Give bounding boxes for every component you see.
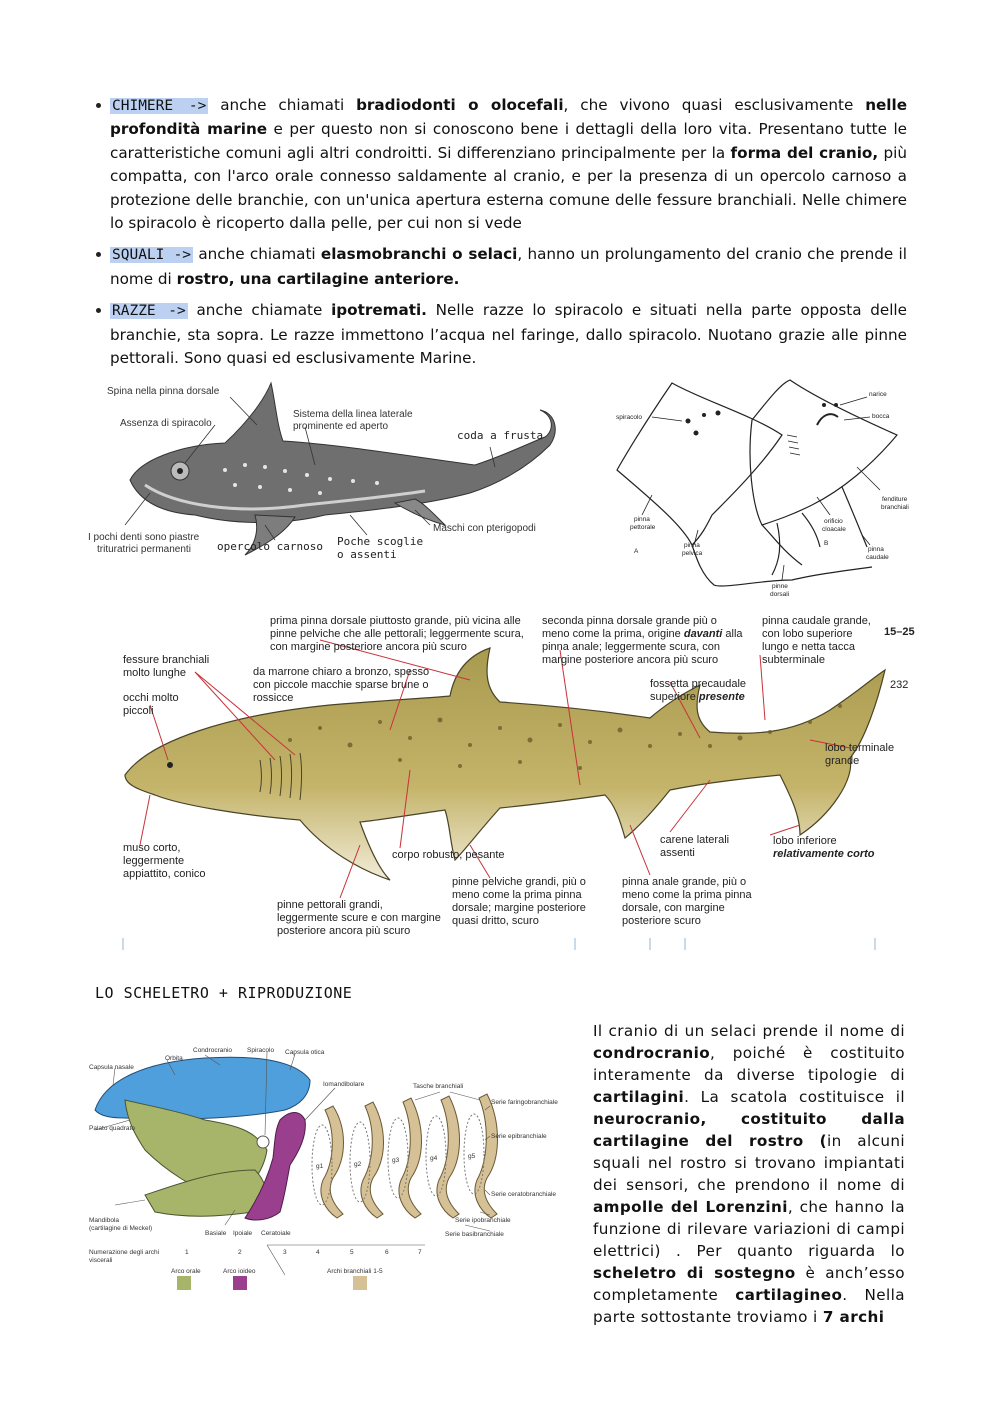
label-numerazione-2: viscerali <box>89 1257 113 1264</box>
svg-text:g4: g4 <box>430 1155 438 1162</box>
label-numerazione-1: Numerazione degli archi <box>89 1249 160 1256</box>
label-coda: coda a frusta <box>457 429 544 442</box>
list-item-squali: SQUALI -> anche chiamati elasmobranchi o selaci, hanno un prolungamento del cranio che prende il nome di rostro, una cartilagine anteriore. <box>92 243 907 291</box>
label-linea-1: Sistema della linea laterale <box>293 409 413 420</box>
label-mandibola-1: Mandibola <box>89 1217 119 1224</box>
svg-text:g1: g1 <box>316 1163 324 1170</box>
svg-text:quasi dritto, scuro: quasi dritto, scuro <box>452 915 539 927</box>
label-ray-fend-1: fenditure <box>882 496 908 503</box>
skeleton-illustration <box>95 1057 498 1220</box>
svg-text:rossicce: rossicce <box>253 692 294 704</box>
svg-text:piccoli: piccoli <box>123 705 154 717</box>
label-ray-pett-1: pinna <box>634 516 650 523</box>
label-ipo: Serie ipobranchiale <box>455 1217 511 1224</box>
svg-text:leggermente scure e con margin: leggermente scure e con margine <box>277 912 441 924</box>
label-ray-orif-1: orificio <box>824 518 843 525</box>
svg-text:pinna anale grande, più o: pinna anale grande, più o <box>622 876 747 888</box>
label-ray-b: B <box>824 540 829 547</box>
svg-text:pinne pelviche grandi, più o: pinne pelviche grandi, più o <box>452 876 586 888</box>
label-ray-narice: narice <box>869 391 887 398</box>
label-scoglie-1: Poche scoglie <box>337 535 424 548</box>
svg-text:dorsale, con margine: dorsale, con margine <box>622 902 725 914</box>
svg-text:3: 3 <box>283 1249 287 1256</box>
label-capsula-nasale: Capsula nasale <box>89 1064 134 1071</box>
svg-text:Arco ioideo: Arco ioideo <box>223 1268 256 1275</box>
classification-list <box>92 94 907 378</box>
list-item-chimere: CHIMERE -> anche chiamati bradiodonti o olocefali, che vivono quasi esclusivamente nelle profondità marine e per questo non si conoscono bene i dettagli della loro vita. Presentano tutte le caratteristiche comuni agli altri condroitti. Si differenziano principalmente per la forma del cranio, più compatta, con l'arco orale connesso saldamente al cranio, e per la presenza di un opercolo carnoso a protezione delle branchie, con un'unica apertura esterna comune delle fessure branchiali. Nelle chimere lo spiracolo è ricoperto dalla pelle, per cui non si vede <box>92 94 907 235</box>
label-orbita: Orbita <box>165 1055 183 1062</box>
ray-illustration <box>617 380 897 586</box>
svg-text:assenti: assenti <box>660 847 695 859</box>
skeleton-figure <box>85 1040 565 1300</box>
svg-text:meno come la prima pinna: meno come la prima pinna <box>622 889 752 901</box>
svg-text:con lobo superiore: con lobo superiore <box>762 628 853 640</box>
svg-text:posteriore ancora più scuro: posteriore ancora più scuro <box>277 925 411 937</box>
label-denti-1: I pochi denti sono piastre <box>88 532 200 543</box>
svg-text:superiore presente: superiore presente <box>650 691 745 703</box>
label-iomandibolare: Iomandibolare <box>323 1081 365 1088</box>
svg-text:corpo robusto, pesante: corpo robusto, pesante <box>392 849 505 861</box>
tag-chimere: CHIMERE -> <box>112 98 207 114</box>
shark-figure <box>110 610 915 955</box>
label-ray-pett-2: pettorale <box>630 524 656 531</box>
label-ceratoiale: Ceratoiale <box>261 1230 291 1237</box>
ray-figure <box>612 375 915 600</box>
svg-text:margine posteriore ancora più: margine posteriore ancora più scuro <box>542 654 719 666</box>
skeleton-legend <box>171 1268 383 1290</box>
arch-numbers <box>185 1249 422 1256</box>
svg-text:lobo inferiore: lobo inferiore <box>773 835 837 847</box>
label-ray-fend-2: branchiali <box>881 504 909 511</box>
svg-text:meno come la prima, origine da: meno come la prima, origine davanti alla <box>542 628 743 640</box>
svg-text:1: 1 <box>185 1249 189 1256</box>
label-tasche: Tasche branchiali <box>413 1083 464 1090</box>
label-ray-caud-1: pinna <box>868 546 884 553</box>
svg-text:6: 6 <box>385 1249 389 1256</box>
section-title: LO SCHELETRO + RIPRODUZIONE <box>95 984 353 1002</box>
svg-text:g2: g2 <box>354 1161 362 1168</box>
svg-text:prima pinna dorsale piuttosto: prima pinna dorsale piuttosto grande, più vicina alle <box>270 615 521 627</box>
label-basiale: Basiale <box>205 1230 227 1237</box>
tag-squali: SQUALI -> <box>112 247 192 264</box>
label-ray-dors-1: pinne <box>772 583 788 590</box>
label-denti-2: trituratrici permanenti <box>97 544 191 555</box>
label-spina: Spina nella pinna dorsale <box>107 386 220 397</box>
svg-text:5: 5 <box>350 1249 354 1256</box>
label-spiracolo: Spiracolo <box>247 1047 275 1054</box>
label-linea-2: prominente ed aperto <box>293 421 389 432</box>
label-basi: Serie basibranchiale <box>445 1231 504 1238</box>
svg-text:con margine posteriore ancora: con margine posteriore ancora più scuro <box>270 641 467 653</box>
svg-text:4: 4 <box>316 1249 320 1256</box>
svg-text:carene laterali: carene laterali <box>660 834 730 846</box>
label-ray-pelv-2: pelvica <box>682 550 703 557</box>
svg-text:appiattito, conico: appiattito, conico <box>123 868 206 880</box>
svg-text:meno come la prima pinna: meno come la prima pinna <box>452 889 582 901</box>
label-ray-dors-2: dorsali <box>770 591 790 598</box>
svg-text:fossetta precaudale: fossetta precaudale <box>650 678 747 690</box>
svg-text:fessure branchiali: fessure branchiali <box>123 654 210 666</box>
svg-text:g3: g3 <box>392 1157 400 1164</box>
svg-text:muso corto,: muso corto, <box>123 842 181 854</box>
svg-text:seconda pinna dorsale grande p: seconda pinna dorsale grande più o <box>542 615 717 627</box>
svg-text:dorsale; margine posteriore: dorsale; margine posteriore <box>452 902 586 914</box>
label-faringo: Serie faringobranchiale <box>491 1099 558 1106</box>
svg-text:Archi branchiali 1-5: Archi branchiali 1-5 <box>327 1268 383 1275</box>
svg-text:lungo e netta tacca: lungo e netta tacca <box>762 641 855 653</box>
label-ray-bocca: bocca <box>872 413 890 420</box>
label-ray-spiracolo: spiracolo <box>616 414 643 421</box>
tag-razze: RAZZE -> <box>112 303 186 320</box>
label-spiracolo: Assenza di spiracolo <box>120 418 212 429</box>
svg-text:pinne pelviche che alle pettor: pinne pelviche che alle pettorali; leggermente scura, <box>270 628 524 640</box>
svg-text:2: 2 <box>238 1249 242 1256</box>
svg-text:leggermente: leggermente <box>123 855 185 867</box>
chimera-figure <box>85 375 565 570</box>
svg-text:molto lunghe: molto lunghe <box>123 667 186 679</box>
list-item-razze: RAZZE -> anche chiamate ipotremati. Nelle razze lo spiracolo e situati nella parte opposta delle branchie, sta sopra. Le razze immettono l’acqua nel faringe, dallo spiracolo. Nuotano grazie alle pinne pettorali. Sono quasi ed esclusivamente Marine. <box>92 299 907 370</box>
label-ipoiale: Ipoiale <box>233 1230 253 1237</box>
svg-text:pinna anale; leggermente scura: pinna anale; leggermente scura, con <box>542 641 720 653</box>
svg-text:da marrone chiaro a bronzo, sp: da marrone chiaro a bronzo, spesso <box>253 666 430 678</box>
page-ref-1: 15–25 <box>884 626 915 638</box>
label-epi: Serie epibranchiale <box>491 1133 547 1140</box>
label-cerato: Serie ceratobranchiale <box>491 1191 557 1198</box>
label-ray-a: A <box>634 548 639 555</box>
label-ray-orif-2: cloacale <box>822 526 846 533</box>
shark-illustration <box>125 648 885 880</box>
svg-text:pinne pettorali grandi,: pinne pettorali grandi, <box>277 899 383 911</box>
svg-text:Arco orale: Arco orale <box>171 1268 201 1275</box>
svg-text:grande: grande <box>825 755 860 767</box>
label-maschi: Maschi con pterigopodi <box>433 523 536 534</box>
label-ray-caud-2: caudale <box>866 554 889 561</box>
skeleton-paragraph: Il cranio di un selaci prende il nome di condrocranio, poiché è costituito interamente da diverse tipologie di cartilagini. La scatola costituisce il neurocranio, costituito dalla cartilagine del rostro (in alcuni squali nel rostro si trovano impiantati dei sensori, che prendono il nome di ampolle del Lorenzini, che hanno la funzione di rilevare variazioni di campi elettrici) . Per quanto riguarda lo scheletro di sostegno è anch’esso completamente cartilagineo. Nella parte sottostante troviamo i 7 archi <box>593 1022 906 1326</box>
label-ray-pelv-1: pinna <box>684 542 700 549</box>
label-scoglie-2: o assenti <box>337 548 397 561</box>
label-opercolo: opercolo carnoso <box>217 540 323 553</box>
label-capsula-otica: Capsula otica <box>285 1049 325 1056</box>
label-mandibola-2: (cartilagine di Meckel) <box>89 1225 153 1232</box>
svg-text:7: 7 <box>418 1249 422 1256</box>
svg-text:con piccole macchie sparse bru: con piccole macchie sparse brune o <box>253 679 429 691</box>
svg-text:pinna caudale grande,: pinna caudale grande, <box>762 615 871 627</box>
label-palato: Palato quadrato <box>89 1125 135 1132</box>
label-condrocranio: Condrocranio <box>193 1047 233 1054</box>
svg-text:lobo terminale: lobo terminale <box>825 742 895 754</box>
svg-text:relativamente corto: relativamente corto <box>773 848 875 860</box>
page-ref-2: 232 <box>890 679 909 691</box>
svg-text:occhi molto: occhi molto <box>123 692 179 704</box>
svg-text:g5: g5 <box>468 1153 476 1160</box>
svg-text:subterminale: subterminale <box>762 654 825 666</box>
svg-text:posteriore scuro: posteriore scuro <box>622 915 701 927</box>
